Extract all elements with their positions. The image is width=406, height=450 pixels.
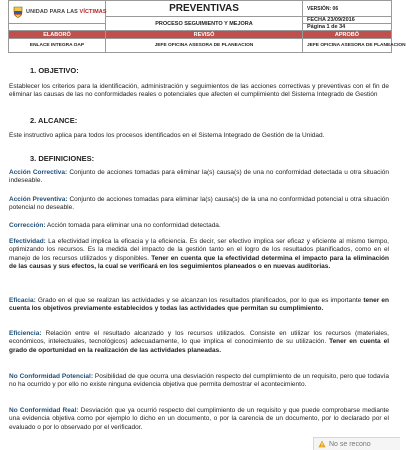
signature-values-row <box>9 39 392 53</box>
definition-term: Eficacia: <box>9 297 36 304</box>
definition-eficacia <box>9 297 389 314</box>
logo-cell <box>9 1 106 24</box>
definiciones-heading: 3. DEFINICIONES: <box>30 154 95 163</box>
definition-term: Acción Preventiva: <box>9 196 68 203</box>
definition-eficiencia <box>9 330 389 355</box>
document-header <box>8 0 406 53</box>
objetivo-heading: 1. OBJETIVO: <box>30 66 79 75</box>
coat-of-arms-icon <box>13 6 23 18</box>
definition-text: Conjunto de acciones tomadas para eliminar la(s) causa(s) de una no conformidad detectada u otra situación indeseable. <box>9 169 389 185</box>
definition-term: Corrección: <box>9 222 46 229</box>
definition-term: Eficiencia: <box>9 330 42 337</box>
warning-icon <box>318 440 326 448</box>
logo-spacer <box>9 24 106 31</box>
definition-efectividad <box>9 238 389 272</box>
alcance-heading: 2. ALCANCE: <box>30 116 78 125</box>
notification-toast[interactable] <box>313 437 400 450</box>
definition-term: Efectividad: <box>9 238 46 245</box>
elaboro-value: ENLACE INTEGRA OAP <box>9 39 106 53</box>
aprobo-header: APROBÓ <box>303 31 392 39</box>
objetivo-text: Establecer los criterios para la identificación, administración y seguimientos de las acciones correctivas y preventivas con el fin de eliminar las causas de las no conformidades reales o potenciales que afecten el cumplimiento del Sistema Integrado de Gestión <box>9 83 389 99</box>
definition-text: Posibilidad de que ocurra una desviación respecto del cumplimiento de un requisito, pero que todavía no ha ocurrido y por ello no existe ninguna evidencia objetiva que permita demostrar el acontecimiento. <box>9 373 389 389</box>
aprobo-value: JEFE OFICINA ASESORA DE PLANEACION <box>303 39 392 53</box>
definition-nc-potencial <box>9 373 389 390</box>
definition-text: Conjunto de acciones tomadas para eliminar la(s) causa(s) de la una no conformidad potencial u otra situación potencial no deseable. <box>9 196 389 212</box>
definition-note: tener en cuenta los objetivos previamente establecidos y todas las actividades que permitan su cumplimiento. <box>9 297 389 313</box>
definition-term: Acción Correctiva: <box>9 169 68 176</box>
unidad-victimas-logo <box>13 6 107 18</box>
definition-accion-preventiva <box>9 196 389 213</box>
document-title: PREVENTIVAS <box>106 1 303 17</box>
definition-correccion <box>9 222 389 230</box>
process-name: PROCESO SEGUIMIENTO Y MEJORA <box>106 17 303 31</box>
elaboro-header: ELABORÓ <box>9 31 106 39</box>
alcance-text: Este instructivo aplica para todos los procesos identificados en el Sistema Integrado de Gestión de la Unidad. <box>9 132 325 139</box>
definition-accion-correctiva <box>9 169 389 186</box>
definition-note: Tener en cuenta el grado de oportunidad en la realización de las actividades planeadas. <box>9 338 389 354</box>
document-date: FECHA 23/09/2016 <box>303 17 392 24</box>
definition-nc-real <box>9 407 389 432</box>
definition-text: Acción tomada para eliminar una no conformidad detectada. <box>45 222 221 229</box>
definition-text: Relación entre el resultado alcanzado y los recursos utilizados. Consiste en utilizar los recursos (materiales, económicos, intelectuales, tecnológicos) adecuadamente, lo que implica el conocimiento de su utilización. <box>9 330 389 346</box>
definition-note: Tener en cuenta que la efectividad determina el impacto para la eliminación de las causas y sus efectos, la cual se verificará en los seguimientos planeados o en nuevas auditorias. <box>9 254 389 271</box>
signature-header-row <box>9 31 392 39</box>
definition-text: La efectividad implica la eficacia y la eficiencia. Es decir, ser efectivo implica ser eficaz y eficiente al mismo tiempo, optimizando los recursos. Es la medida del impacto de la gestión tanto en el logro de los resultados planificados, como en el manejo de los recursos utilizados y disponibles. <box>9 238 389 262</box>
organization-name: UNIDAD PARA LAS VÍCTIMAS <box>26 9 107 15</box>
definition-text: Grado en el que se realizan las actividades y se alcanzan los resultados planificados, por lo que es importante <box>35 297 364 304</box>
reviso-header: REVISÓ <box>106 31 303 39</box>
definition-term: No Conformidad Potencial: <box>9 373 93 380</box>
version-label: VERSIÓN: 06 <box>303 1 392 17</box>
definition-term: No Conformidad Real: <box>9 407 79 414</box>
definition-text: Desviación que ya ocurrió respecto del cumplimiento de un requisito y que puede comprobarse mediante una evidencia objetiva como por ejemplo lo dicho en un documento, o por la carencia de un documento, por lo declarado por el evaluado o por lo observado por el verificador. <box>9 407 389 431</box>
page-number: Página 1 de 34 <box>303 24 392 31</box>
toast-text: No se recono <box>329 440 371 448</box>
reviso-value: JEFE OFICINA ASESORA DE PLANEACION <box>106 39 303 53</box>
